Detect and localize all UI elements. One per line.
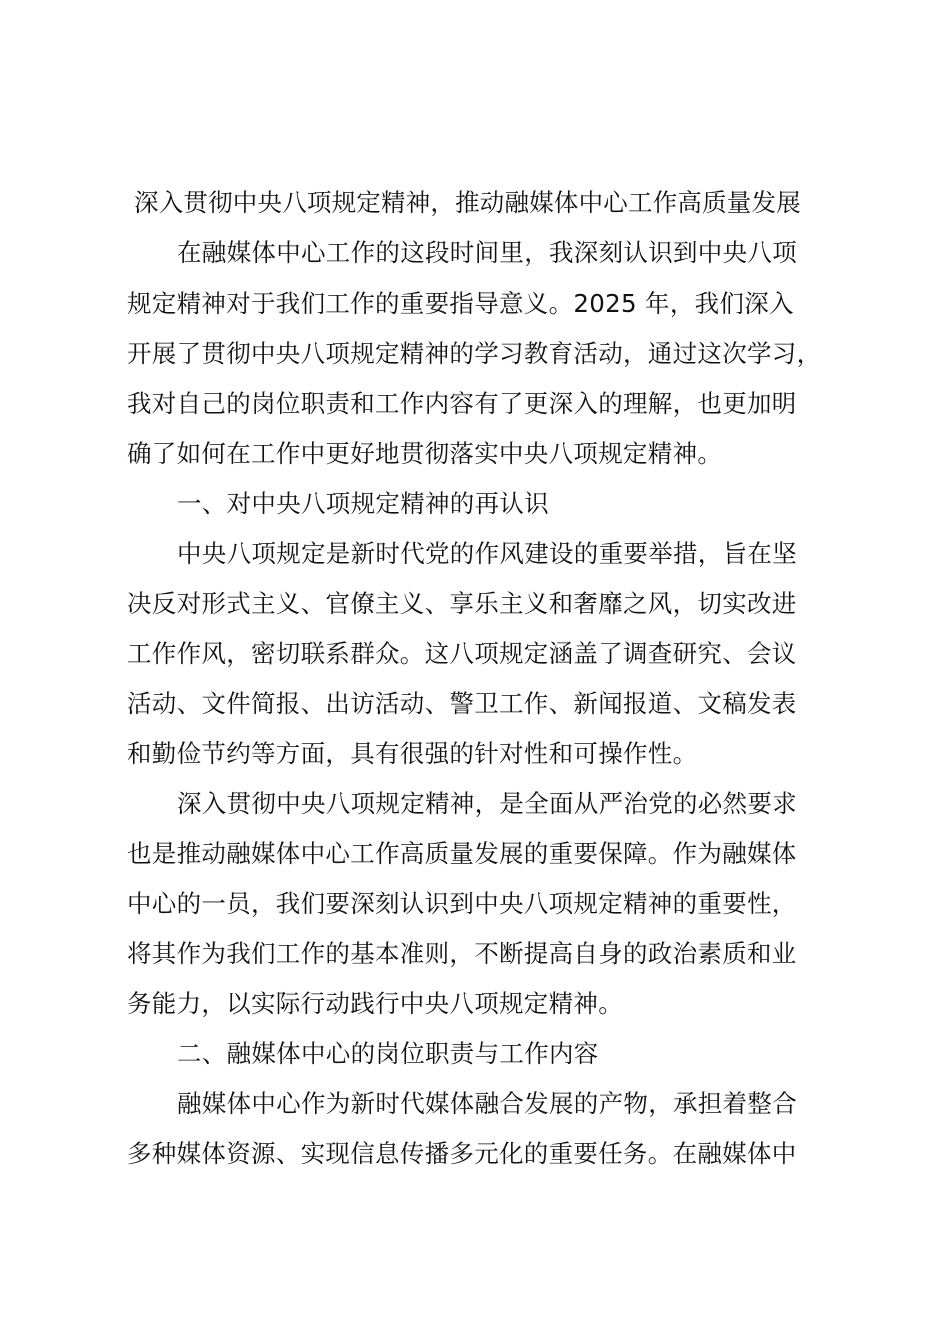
paragraph-line: 决反对形式主义、官僚主义、享乐主义和奢靡之风，切实改进 [127, 589, 797, 618]
paragraph-line: 深入贯彻中央八项规定精神，是全面从严治党的必然要求 [177, 789, 797, 818]
document-title: 深入贯彻中央八项规定精神，推动融媒体中心工作高质量发展 [134, 188, 801, 217]
paragraph-line: 务能力，以实际行动践行中央八项规定精神。 [127, 989, 623, 1018]
paragraph-line: 我对自己的岗位职责和工作内容有了更深入的理解，也更加明 [127, 389, 797, 418]
paragraph-line: 和勤俭节约等方面，具有很强的针对性和可操作性。 [127, 739, 698, 768]
paragraph-line: 将其作为我们工作的基本准则，不断提高自身的政治素质和业 [127, 939, 797, 968]
paragraph-line: 多种媒体资源、实现信息传播多元化的重要任务。在融媒体中 [127, 1139, 797, 1168]
paragraph-line: 中心的一员，我们要深刻认识到中央八项规定精神的重要性， [127, 889, 797, 918]
paragraph-line: 融媒体中心作为新时代媒体融合发展的产物，承担着整合 [177, 1089, 797, 1118]
section-heading: 一、对中央八项规定精神的再认识 [177, 489, 549, 518]
paragraph-line: 规定精神对于我们工作的重要指导意义。2025 年，我们深入 [127, 289, 794, 318]
paragraph-line: 也是推动融媒体中心工作高质量发展的重要保障。作为融媒体 [127, 839, 797, 868]
section-heading: 二、融媒体中心的岗位职责与工作内容 [177, 1039, 599, 1068]
paragraph-line: 工作作风，密切联系群众。这八项规定涵盖了调查研究、会议 [127, 639, 797, 668]
paragraph-line: 在融媒体中心工作的这段时间里，我深刻认识到中央八项 [177, 238, 797, 267]
paragraph-line: 开展了贯彻中央八项规定精神的学习教育活动，通过这次学习， [127, 339, 822, 368]
paragraph-line: 活动、文件简报、出访活动、警卫工作、新闻报道、文稿发表 [127, 689, 797, 718]
paragraph-line: 确了如何在工作中更好地贯彻落实中央八项规定精神。 [127, 439, 723, 468]
paragraph-line: 中央八项规定是新时代党的作风建设的重要举措，旨在坚 [177, 539, 797, 568]
